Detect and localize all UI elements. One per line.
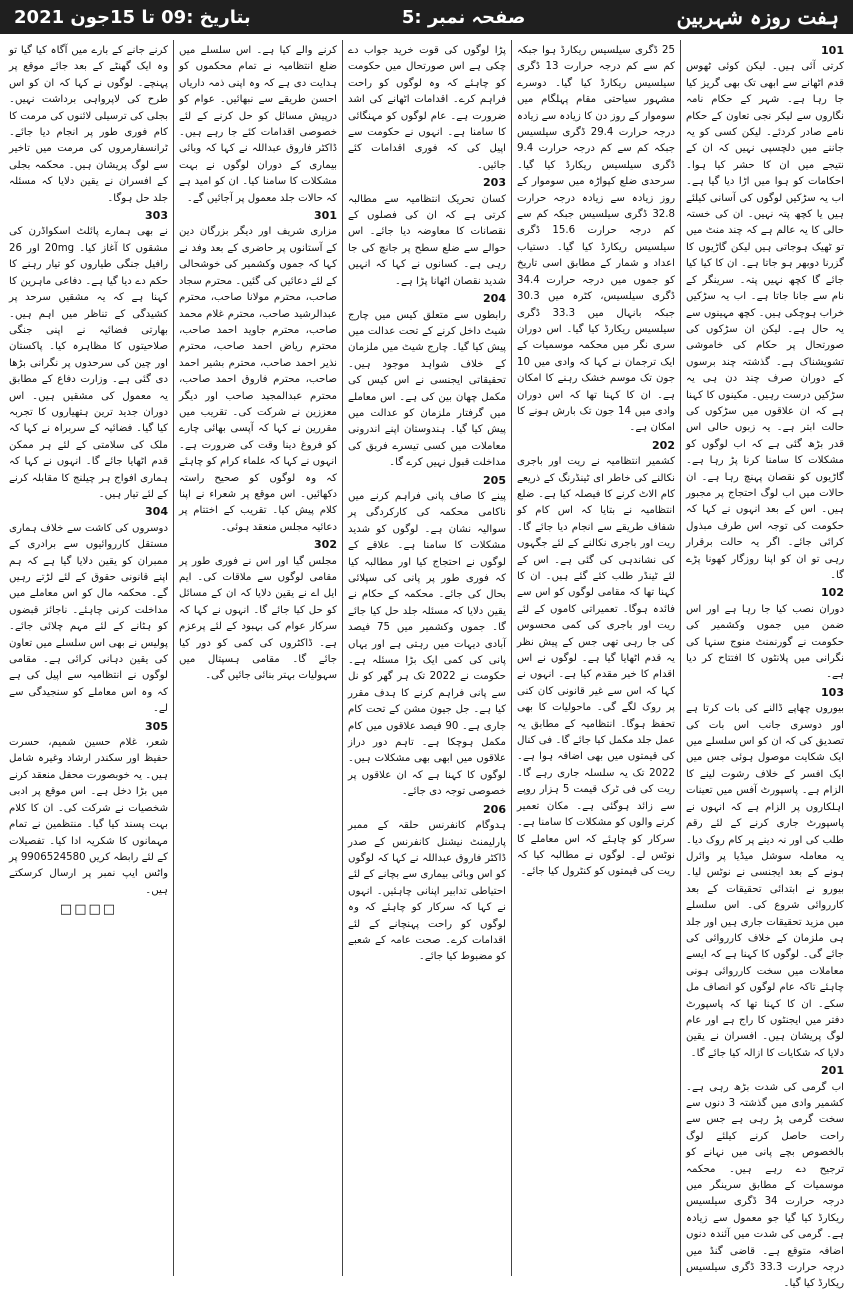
article-number: 203 — [483, 176, 506, 190]
column-5 — [4, 40, 173, 1276]
article-text: کرتی آئی ہیں۔ لیکن کوئی ٹھوس قدم اٹھانے سے ابھی تک بھی گریز کیا جا رہا ہے۔ شہر کے حکام نامہ نگاروں سے لیکر نجی تعاون کے حکام نامے صادر کردئے۔ لیکن کسی کو یہ جاننے میں دلچسپی نہیں کہ ان کے نتیجے میں ان کا حشر کیا ہوا۔ احکامات کو ہوا میں اڑا دیا گیا ہے۔ اب یہ سڑکیں لوگوں کی آسانی کیلئے ہیں یا کچھ پتہ نہیں۔ ان کی خستہ حالی کا یہ عالم ہے کہ چند منٹ میں تو ٹھیک ہوجاتی ہیں لیکن گاڑیوں کا گزرنا دوبھر ہو جاتا ہے۔ ان کا کیا کیا جائے گا کچھ نہیں پتہ۔ سرینگر کے نام سے جانا جاتا ہے۔ اب یہ سڑکیں خراب ہوچکی ہیں۔ کچھ مہینوں سے یہ حال ہے۔ لیکن ان سڑکوں کی صورتحال پر حکام کی خاموشی تشویشناک ہے۔ گذشتہ چند برسوں کے دوران صرف چند دن ہی یہ سڑکیں درست رہیں۔ مکینوں کا کہنا ہے کہ ان علاقوں میں سڑکوں کی حالت ابتر ہے۔ یہ زبوں حالی اس قدر بڑھ گئی ہے کہ اب لوگوں کو مشکلات کا سامنا کرنا پڑ رہا ہے۔ گاڑیوں کو نقصان پہنچ رہا ہے۔ ان حالات میں اب لوگ احتجاج پر مجبور ہیں۔ اس کے بعد انہوں نے کہا کہ حکومت کی توجہ اس طرف مبذول کرائی جائے۔ اگر یہ حالت برقرار رہی تو ان کو اپنا روزگار کھونا پڑے گا۔ — [686, 61, 844, 581]
end-marks: □□□□ — [59, 902, 118, 918]
article-columns — [4, 40, 849, 1290]
article-text: دوران نصب کیا جا رہا ہے اور اس ضمن میں جموں وکشمیر کی حکومت نے گورنمنٹ منوج سنہا کی نگرانی میں پلانٹوں کا افتتاح کر دیا ہے۔ — [686, 603, 844, 681]
article-text: اب گرمی کی شدت بڑھ رہی ہے۔ کشمیر وادی میں گذشتہ 3 دنوں سے سخت گرمی پڑ رہی ہے جس سے راحت حاصل کرنے کیلئے لوگ بالخصوص بچے پانی میں نہانے کو ترجیح دے رہے ہیں۔ محکمہ موسمیات کے مطابق سرینگر میں درجہ حرارت 34 ڈگری سیلسیس ریکارڈ کیا گیا جو معمول سے زیادہ ہے۔ گرمی کی شدت میں آئندہ دنوں اضافہ متوقع ہے۔ قاضی گنڈ میں درجہ حرارت 33.3 ڈگری سیلسیس ریکارڈ کیا گیا۔ — [686, 1081, 844, 1290]
article-text: مزاری شریف اور دیگر بزرگان دین کے آستانوں پر حاضری کے بعد وفد نے کہا کہ جموں وکشمیر کی خوشحالی کے لئے دعائیں کی گئیں۔ محترم سجاد صاحب، محترم مولانا صاحب، محترم عبدالرشید صاحب، محترم غلام محمد صاحب، محترم جاوید احمد صاحب، محترم ریاض احمد صاحب، محترم نذیر احمد صاحب، محترم بشیر احمد صاحب، محترم فاروق احمد صاحب، محترم عبدالمجید صاحب اور دیگر معززین نے شرکت کی۔ تقریب میں مقررین نے کہا کہ آپسی بھائی چارے کو فروغ دینا وقت کی ضرورت ہے۔ انہوں نے کہا کہ علماء کرام کو چاہئے کہ وہ لوگوں کو صحیح راستہ دکھائیں۔ اس موقع پر شعراء نے اپنا کلام پیش کیا۔ تقریب کے اختتام پر دعائیہ مجلس منعقد ہوئی۔ — [179, 226, 337, 533]
article-number: 102 — [821, 586, 844, 600]
article-text: 25 ڈگری سیلسیس ریکارڈ ہوا جبکہ کم سے کم درجہ حرارت 13 ڈگری سیلسیس ریکارڈ کیا گیا۔ دوسرے مشہور سیاحتی مقام پہلگام میں سوموار کے روز دن کا زیادہ سے زیادہ درجہ حرارت 29.4 ڈگری سیلسیس جبکہ کم سے کم درجہ حرارت 9.4 ڈگری سیلسیس ریکارڈ کیا گیا۔ سرحدی ضلع کپواڑہ میں سوموار کے روز زیادہ سے زیادہ درجہ حرارت 32.8 ڈگری سیلسیس جبکہ کم سے کم درجہ حرارت 15.6 ڈگری سیلسیس ریکارڈ کیا گیا۔ دستیاب اعداد و شمار کے مطابق اسی تاریخ کو جموں میں درجہ حرارت 34.4 ڈگری سیلسیس، کٹرہ میں 30.3 جبکہ بانہال میں 33.3 ڈگری سیلسیس ریکارڈ کیا گیا۔ اس دوران سری نگر میں محکمہ موسمیات کے ایک ترجمان نے کہا کہ وادی میں 10 جون تک موسم خشک رہنے کا امکان ہے۔ ان کا کہنا تھا کہ اس دوران وادی میں 14 جون تک بارش ہونے کا امکان ہے۔ — [517, 45, 675, 434]
article-text: بیوروں چھاپے ڈالنے کی بات کرتا ہے اور دوسری جانب اس بات کی تصدیق کی کہ ان کو اس سلسلے میں ایک شکایت موصول ہوئی جس میں ایک افسر کے خلاف رشوت لینے کا الزام ہے۔ پاسپورٹ آفس میں تعینات اہلکاروں پر الزام ہے کہ انہوں نے پاسپورٹ جاری کرنے کے لئے رقم طلب کی اور نہ دینے پر کام روک دیا۔ یہ معاملہ سوشل میڈیا پر وائرل ہونے کے بعد ایجنسی نے نوٹس لیا۔ بیورو نے ابتدائی تحقیقات کے بعد کارروائی شروع کی۔ اس سلسلے میں مزید تحقیقات جاری ہیں اور جلد ہی ملزمان کے خلاف کارروائی کی جائے گی۔ لوگوں کا کہنا ہے کہ ایسے معاملات میں سخت کارروائی ہونی چاہئے تاکہ عام لوگوں کو انصاف مل سکے۔ ان کا کہنا تھا کہ پاسپورٹ دفتر میں ایجنٹوں کا راج ہے اور عام لوگ پریشان ہیں۔ افسران نے یقین دلایا کہ شکایات کا ازالہ کیا جائے گا۔ — [686, 703, 844, 1059]
article-text: شعر، غلام حسین شمیم، حسرت حفیظ اور سکندر ارشاد وغیرہ شامل ہیں۔ یہ خوبصورت محفل منعقد کرنے میں بڑا دخل ہے۔ اس موقع پر ادبی شخصیات نے شرکت کی۔ ان کا کلام بہت پسند کیا گیا۔ منتظمین نے تمام مہمانوں کا شکریہ ادا کیا۔ تفصیلات کے لئے رابطہ کریں 9906524580 پر واٹس ایپ نمبر پر ارسال کرسکتے ہیں۔ — [9, 737, 168, 896]
article-number: 302 — [314, 538, 337, 552]
article-text: پینے کا صاف پانی فراہم کرنے میں ناکامی محکمہ کی کارکردگی پر سوالیہ نشان ہے۔ لوگوں کو شدید مشکلات کا سامنا ہے۔ علاقے کے لوگوں نے احتجاج کیا اور مطالبہ کیا کہ فوری طور پر پانی کی سپلائی بحال کی جائے۔ محکمہ کے حکام نے یقین دلایا کہ مسئلہ جلد حل کیا جائے گا۔ جموں وکشمیر میں 75 فیصد آبادی دیہات میں رہتی ہے اور یہاں پانی کی کمی ایک بڑا مسئلہ ہے۔ حکومت نے 2022 تک ہر گھر کو نل سے پانی فراہم کرنے کا ہدف مقرر کیا ہے۔ جل جیون مشن کے تحت کام جاری ہے۔ 90 فیصد علاقوں میں کام مکمل ہوچکا ہے۔ تاہم دور دراز علاقوں میں ابھی بھی مشکلات ہیں۔ لوگوں کا کہنا ہے کہ ان علاقوں پر خصوصی توجہ دی جائے۔ — [348, 490, 506, 798]
publication-name: ہفت روزہ شہربین — [676, 5, 839, 29]
article-text: کرنے والے کیا ہے۔ اس سلسلے میں ضلع انتظامیہ نے تمام محکموں کو ہدایت دی ہے کہ وہ اپنی ذمہ داریاں احسن طریقے سے نبھائیں۔ عوام کو درپیش مسائل کو حل کرنے کے لئے خصوصی اقدامات کئے جا رہے ہیں۔ ڈاکٹر فاروق عبداللہ نے کہا کہ وبائی بیماری کے دوران لوگوں نے بہت مشکلات کا سامنا کیا۔ ان کو امید ہے کہ حالات جلد معمول پر آجائیں گے۔ — [179, 45, 337, 204]
article-number: 103 — [821, 685, 844, 699]
article-text: پڑا لوگوں کی قوت خرید جواب دے چکی ہے اس صورتحال میں حکومت کو چاہئے کہ وہ لوگوں کو راحت فراہم کرے۔ اقدامات اٹھانے کی اشد ضرورت ہے۔ عام لوگوں کو مہنگائی کا سامنا ہے۔ انہوں نے حکومت سے اپیل کی کہ فوری اقدامات کئے جائیں۔ — [348, 45, 506, 171]
article-number: 201 — [821, 1064, 844, 1078]
article-number: 305 — [145, 719, 168, 733]
article-number: 202 — [652, 438, 675, 452]
column-2 — [511, 40, 680, 1276]
article-text: کشمیر انتظامیہ نے ریت اور باجری نکالنے کی خاطر ای ٹینڈرنگ کے ذریعے کام الاٹ کرنے کا فیصلہ کیا ہے۔ ضلع انتظامیہ نے بتایا کہ اس کام کو شفاف طریقے سے انجام دیا جائے گا۔ ریت اور باجری نکالنے کے لئے جگہوں کی نشاندہی کی گئی ہے۔ اس کے لئے ٹینڈر طلب کئے گئے ہیں۔ ان کا کہنا تھا کہ مقامی لوگوں کو اس سے فائدہ ہوگا۔ تعمیراتی کاموں کے لئے ریت اور باجری کی کمی محسوس کی جا رہی تھی جس کے پیش نظر یہ قدم اٹھایا گیا ہے۔ لوگوں نے اس اقدام کا خیر مقدم کیا ہے۔ انہوں نے کہا کہ اس سے غیر قانونی کان کنی پر روک لگے گی۔ ماحولیات کا بھی تحفظ ہوگا۔ انتظامیہ کے مطابق یہ عمل جلد مکمل کیا جائے گا۔ فی کنال کی قیمتوں میں بھی اضافہ ہوا ہے۔ 2022 تک یہ سلسلہ جاری رہے گا۔ ریت کی فی ٹرک قیمت 5 ہزار روپے سے زائد ہوگئی ہے۔ مکان تعمیر کرنے والوں کو مشکلات کا سامنا ہے۔ سرکار کو چاہئے کہ اس معاملے کا نوٹس لے۔ لوگوں نے مطالبہ کیا کہ ریت کی قیمتوں کو کنٹرول کیا جائے۔ — [517, 456, 675, 878]
article-number: 206 — [483, 802, 506, 816]
article-text: نے بھی ہمارے پائلٹ اسکواڈرن کی مشقوں کا آغاز کیا۔ 20mg اور 26 رافیل جنگی طیاروں کو تیار رہنے کا حکم دے دیا گیا ہے۔ دفاعی ماہرین کا کہنا ہے کہ یہ مشقیں سرحد پر کشیدگی کے تناظر میں اہم ہیں۔ بھارتی فضائیہ نے اپنی جنگی صلاحیتوں کا مظاہرہ کیا۔ پاکستان اور چین کی سرحدوں پر نگرانی بڑھا دی گئی ہے۔ وزارت دفاع کے مطابق یہ معمول کی مشقیں ہیں۔ اس دوران جدید ترین ہتھیاروں کا تجربہ کیا گیا۔ فضائیہ کے سربراہ نے کہا کہ ملک کی سلامتی کے لئے ہر ممکن قدم اٹھایا جائے گا۔ انہوں نے کہا کہ ہماری افواج ہر چیلنج کا مقابلہ کرنے کے لئے تیار ہیں۔ — [9, 226, 168, 500]
article-number: 301 — [314, 209, 337, 223]
article-text: کرنے جانے کے بارے میں آگاہ کیا گیا تو وہ ایک گھنٹے کے بعد جائے موقع پر پہنچے۔ لوگوں نے کہا کہ ان کو اس طرح کی لاپرواہی برداشت نہیں۔ بجلی کی ترسیلی لائنوں کی مرمت کا کام فوری طور پر انجام دیا جائے۔ ٹرانسفارمروں کی مرمت میں تاخیر سے لوگ پریشان ہیں۔ محکمہ بجلی کے افسران نے یقین دلایا کہ مسئلہ جلد حل ہوگا۔ — [9, 45, 168, 204]
article-number: 304 — [145, 505, 168, 519]
article-text: مجلس گیا اور اس نے فوری طور پر مقامی لوگوں سے ملاقات کی۔ ایم ایل اے نے یقین دلایا کہ ان کے مسائل کو حل کیا جائے گا۔ انہوں نے کہا کہ سرکار عوام کی بہبود کے لئے پرعزم ہے۔ ڈاکٹروں کی کمی کو دور کیا جائے گا۔ مقامی ہسپتال میں سہولیات بہتر بنائی جائیں گی۔ — [179, 555, 337, 682]
column-1 — [680, 40, 849, 1290]
issue-date: بتاریخ :09 تا 15جون 2021 — [14, 6, 251, 28]
article-number: 205 — [483, 473, 506, 487]
article-text: کسان تحریک انتظامیہ سے مطالبہ کرتی ہے کہ ان کی فصلوں کے نقصانات کا معاوضہ دیا جائے۔ اس حوالے سے ضلع سطح پر جانچ کی جا رہی ہے۔ کسانوں نے کہا کہ انہیں شدید نقصان اٹھانا پڑا ہے۔ — [348, 193, 506, 287]
page-number: صفحہ نمبر :5 — [401, 6, 526, 28]
article-text: دوسروں کی کاشت سے خلاف ہماری مستقل کارروائیوں سے برادری کے ممبران کو یقین دلایا گیا ہے کہ ہم اپنے قانونی حقوق کے لئے لڑتے رہیں گے۔ محکمہ مال کو اس معاملے میں مداخلت کرنی چاہئے۔ ناجائز قبضوں کو ہٹانے کے لئے مہم چلائی جائے۔ پولیس نے بھی اس سلسلے میں تعاون کی یقین دہانی کرائی ہے۔ مقامی لوگوں نے انتظامیہ سے اپیل کی ہے کہ وہ اس معاملے کو سنجیدگی سے لے۔ — [9, 522, 168, 715]
article-number: 204 — [483, 292, 506, 306]
article-number: 303 — [145, 209, 168, 223]
article-number: 101 — [821, 44, 844, 57]
article-text: ہدوگام کانفرنس حلقہ کے ممبر پارلیمنٹ نیشنل کانفرنس کے صدر ڈاکٹر فاروق عبداللہ نے کہا کہ لوگوں کو اس وبائی بیماری سے بچانے کے لئے احتیاطی تدابیر اپنانی چاہئیں۔ انہوں نے کہا کہ سرکار کو چاہئے کہ وہ لوگوں کو راحت پہنچانے کے لئے اقدامات کرے۔ صحت عامہ کے شعبے کو مضبوط کیا جائے۔ — [348, 820, 506, 963]
column-4 — [173, 40, 342, 1276]
column-3 — [342, 40, 511, 1276]
page-header — [0, 0, 853, 34]
article-text: رابطوں سے متعلق کیس میں چارج شیٹ داخل کرنے کے تحت عدالت میں پیش کیا گیا۔ چارج شیٹ میں ملزمان کے خلاف شواہد موجود ہیں۔ تحقیقاتی ایجنسی نے اس کیس کی مکمل چھان بین کی ہے۔ اس معاملے میں گرفتار ملزمان کو عدالت میں پیش کیا گیا۔ ہندوستان اپنے اندرونی معاملات میں کسی تیسرے فریق کی مداخلت قبول نہیں کرے گا۔ — [348, 309, 506, 469]
